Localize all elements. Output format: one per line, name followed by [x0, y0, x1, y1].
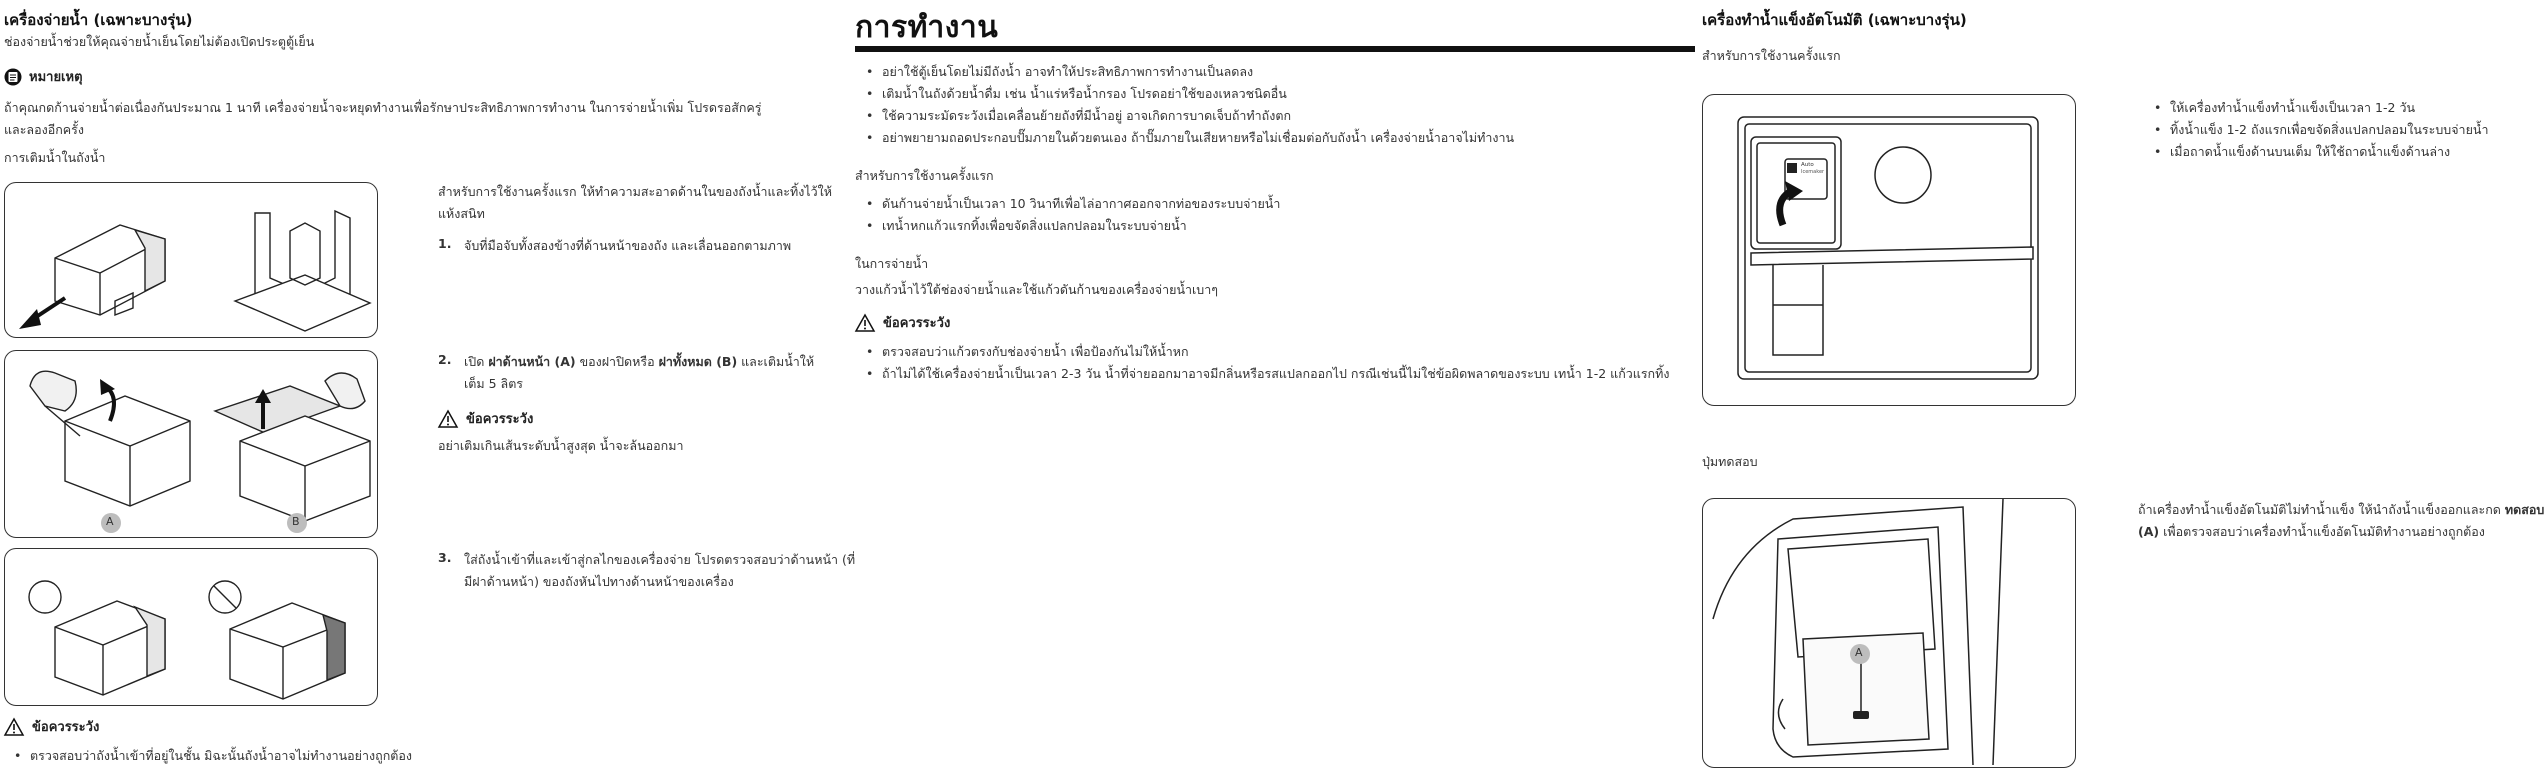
caution-step-2-label: ข้อควรระวัง [466, 412, 534, 427]
test-heading: ปุ่มทดสอบ [1702, 454, 1758, 469]
icemaker-first-use: สำหรับการใช้งานครั้งแรก [1702, 48, 1841, 63]
first-use-line-2: แห้งสนิท [438, 206, 485, 221]
caution-bottom-header [4, 716, 99, 737]
insert-tank-illustration [5, 549, 375, 703]
operation-bullet-1: • อย่าใช้ตู้เย็นโดยไม่มีถังน้ำ อาจทำให้ประสิทธิภาพการทำงานเป็นลดลง [882, 62, 1253, 82]
figure-insert-tank [4, 548, 378, 706]
note-icon [4, 68, 22, 86]
middle-caution-bullet-1: • ตรวจสอบว่าแก้วตรงกับช่องจ่ายน้ำ เพื่อป้องกันไม่ให้น้ำหก [882, 342, 1189, 362]
icemaker-title: เครื่องทำน้ำแข็งอัตโนมัติ (เฉพาะบางรุ่น) [1702, 11, 1967, 29]
caution-bottom-label: ข้อควรระวัง [32, 720, 100, 735]
dispense-heading: ในการจ่ายน้ำ [855, 256, 929, 271]
auto-label: Auto [1801, 162, 1814, 168]
step-2-line-2: เต็ม 5 ลิตร [464, 376, 524, 391]
icemaker-bullet-1: • ให้เครื่องทำน้ำแข็งทำน้ำแข็งเป็นเวลา 1-2 วัน [2170, 98, 2415, 118]
test-text-line-2: (A) เพื่อตรวจสอบว่าเครื่องทำน้ำแข็งอัตโนมัติทำงานอย่างถูกต้อง [2138, 524, 2485, 539]
figure-test-button [1702, 498, 2076, 768]
first-use-line-1: สำหรับการใช้งานครั้งแรก ให้ทำความสะอาดด้านในของถังน้ำและทิ้งไว้ให้ [438, 184, 832, 199]
middle-caution-bullet-2: • ถ้าไม่ได้ใช้เครื่องจ่ายน้ำเป็นเวลา 2-3 วัน น้ำที่จ่ายออกมาอาจมีกลิ่นหรือรสแปลกออกไป กรณีเช่นนี้ไม่ใช่ข้อผิดพลาดของระบบ เทน้ำ 1-2 แก้วแรกทิ้ง [882, 364, 1669, 384]
correct-icon [29, 581, 61, 613]
test-label-a: A [1855, 646, 1863, 659]
middle-first-use: สำหรับการใช้งานครั้งแรก [855, 168, 994, 183]
figure-remove-tank [4, 182, 378, 338]
caution-step-2-text: อย่าเติมเกินเส้นระดับน้ำสูงสุด น้ำจะล้นออกมา [438, 438, 684, 453]
warning-icon [4, 718, 24, 736]
label-b: B [292, 515, 300, 528]
icemaker-illustration [1703, 95, 2073, 403]
fill-tank-illustration [5, 351, 375, 535]
step-1-num: 1. [438, 236, 452, 251]
icemaker-bullet-2: • ทิ้งน้ำแข็ง 1-2 ถังแรกเพื่อขจัดสิ่งแปลกปลอมในระบบจ่ายน้ำ [2170, 120, 2488, 140]
step-3-line-1: ใส่ถังน้ำเข้าที่และเข้าสู่กลไกของเครื่องจ่าย โปรดตรวจสอบว่าด้านหน้า (ที่ [464, 552, 856, 567]
remove-tank-illustration [5, 183, 375, 335]
first-use-bullet-2: • เทน้ำหกแก้วแรกทิ้งเพื่อขจัดสิ่งแปลกปลอมในระบบจ่ายน้ำ [882, 216, 1187, 236]
test-button-illustration [1703, 499, 2073, 765]
step-3-num: 3. [438, 550, 452, 565]
fill-heading: การเติมน้ำในถังน้ำ [4, 150, 106, 165]
step-1-text: จับที่มือจับทั้งสองข้างที่ด้านหน้าของถัง และเลื่อนออกตามภาพ [464, 238, 792, 253]
title-rule [855, 46, 1695, 52]
caution-bottom-text: • ตรวจสอบว่าถังน้ำเข้าที่อยู่ในชั้น มิฉะนั้นถังน้ำอาจไม่ทำงานอย่างถูกต้อง [30, 746, 412, 766]
dispenser-intro: ช่องจ่ายน้ำช่วยให้คุณจ่ายน้ำเย็นโดยไม่ต้องเปิดประตูตู้เย็น [4, 34, 315, 49]
middle-caution-label: ข้อควรระวัง [883, 316, 951, 331]
operation-bullet-2: • เติมน้ำในถังด้วยน้ำดื่ม เช่น น้ำแร่หรือน้ำกรอง โปรดอย่าใช้ของเหลวชนิดอื่น [882, 84, 1287, 104]
dispenser-title: เครื่องจ่ายน้ำ (เฉพาะบางรุ่น) [4, 11, 193, 29]
note-line-1: ถ้าคุณกดก้านจ่ายน้ำต่อเนื่องกันประมาณ 1 นาที เครื่องจ่ายน้ำจะหยุดทำงานเพื่อรักษาประสิทธิภาพการทำงาน ในการจ่ายน้ำเพิ่ม โปรดรอสักครู่ [4, 100, 762, 115]
operation-bullet-4: • อย่าพยายามถอดประกอบปั๊มภายในด้วยตนเอง ถ้าปั๊มภายในเสียหายหรือไม่เชื่อมต่อกับถังน้ำ เครื่องจ่ายน้ำอาจไม่ทำงาน [882, 128, 1514, 148]
figure-icemaker [1702, 94, 2076, 406]
icemaker-label: Icemaker [1801, 169, 1825, 175]
label-a: A [106, 515, 114, 528]
first-use-bullet-1: • ดันก้านจ่ายน้ำเป็นเวลา 10 วินาทีเพื่อไล่อากาศออกจากท่อของระบบจ่ายน้ำ [882, 194, 1280, 214]
dispense-text: วางแก้วน้ำไว้ใต้ช่องจ่ายน้ำและใช้แก้วดันก้านของเครื่องจ่ายน้ำเบาๆ [855, 282, 1218, 297]
figure-fill-tank [4, 350, 378, 538]
middle-caution-header [855, 312, 950, 333]
step-2-line-1: เปิด ฝาด้านหน้า (A) ของฝาปิดหรือ ฝาทั้งหมด (B) และเติมน้ำให้ [464, 354, 815, 369]
test-text-line-1: ถ้าเครื่องทำน้ำแข็งอัตโนมัติไม่ทำน้ำแข็ง ให้นำถังน้ำแข็งออกและกด ทดสอบ [2138, 502, 2544, 517]
operation-bullet-3: • ใช้ความระมัดระวังเมื่อเคลื่อนย้ายถังที่มีน้ำอยู่ อาจเกิดการบาดเจ็บถ้าทำถังตก [882, 106, 1291, 126]
warning-icon [438, 410, 458, 428]
note-label: หมายเหตุ [29, 70, 83, 85]
step-3-line-2: มีฝาด้านหน้า) ของถังหันไปทางด้านหน้าของเครื่อง [464, 574, 734, 589]
step-2-num: 2. [438, 352, 452, 367]
operation-title: การทำงาน [855, 10, 999, 45]
icemaker-bullet-3: • เมื่อถาดน้ำแข็งด้านบนเต็ม ให้ใช้ถาดน้ำแข็งด้านล่าง [2170, 142, 2450, 162]
note-header [4, 66, 83, 87]
auto-button-icon [1787, 163, 1797, 173]
test-button-icon [1853, 711, 1869, 719]
caution-step-2-header [438, 408, 533, 429]
warning-icon [855, 314, 875, 332]
note-line-2: และลองอีกครั้ง [4, 122, 84, 137]
